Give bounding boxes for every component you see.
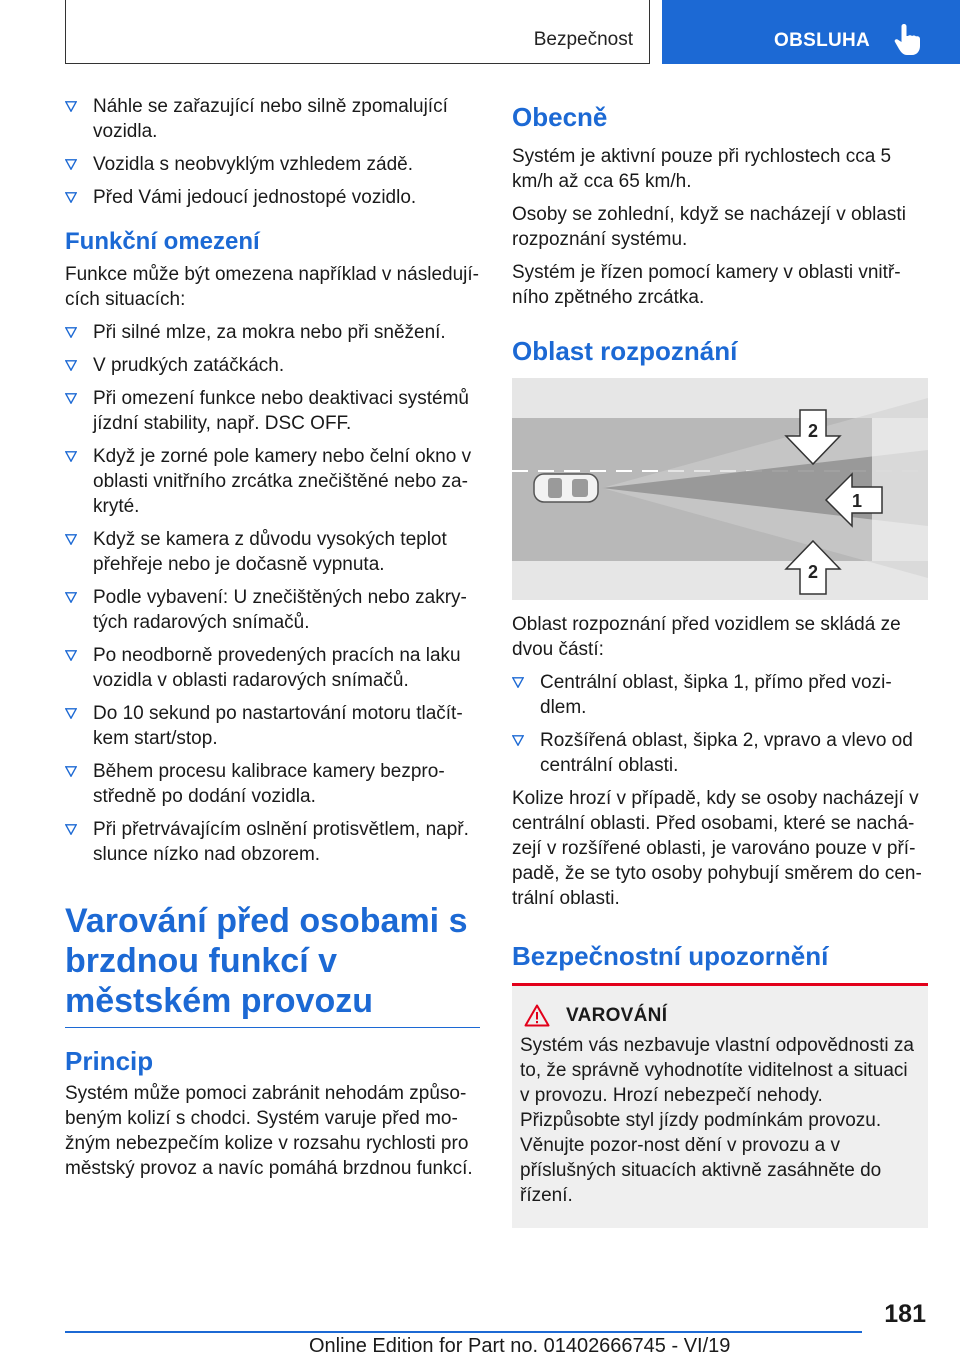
list-item: Při omezení funkce nebo deaktivaci systémů jízdní stability, např. DSC OFF. xyxy=(65,386,480,436)
top-bullet-list xyxy=(65,94,480,210)
area-intro: Oblast rozpoznání před vozidlem se skládá ze dvou částí: xyxy=(512,614,901,660)
bullet-triangle-icon xyxy=(65,592,77,603)
bullet-triangle-icon xyxy=(512,735,524,746)
list-item: Náhle se zařazující nebo silně zpomalující vozidla. xyxy=(65,94,480,144)
header-section-title: Bezpečnost xyxy=(533,29,633,50)
limits-heading: Funkční omezení xyxy=(65,228,260,255)
list-item: Vozidla s neobvyklým vzhledem zádě. xyxy=(65,152,480,177)
list-item: Během procesu kalibrace kamery bezpro-středně po dodání vozidla. xyxy=(65,759,480,809)
bullet-triangle-icon xyxy=(65,451,77,462)
warning-box xyxy=(512,983,928,1228)
bullet-triangle-icon xyxy=(65,534,77,545)
warning-title: VAROVÁNÍ xyxy=(566,1004,668,1026)
arrow-label-2-bottom: 2 xyxy=(807,562,819,582)
principle-heading: Princip xyxy=(65,1046,154,1076)
warning-text: Systém vás nezbavuje vlastní odpovědnosti za to, že správně vyhodnotíte viditelnost a situaci v provozu. Hrozí nebezpečí nehody. Přizpůsobte styl jízdy podmínkám provozu. Věnujte pozor-nost dění v provozu a v příslušných situacích aktivně zasáhněte do řízení. xyxy=(520,1035,914,1206)
car-icon xyxy=(534,474,598,502)
header-tab-label: OBSLUHA xyxy=(774,30,871,51)
list-item: Centrální oblast, šipka 1, přímo před vozi-dlem. xyxy=(512,670,928,720)
list-item: V prudkých zatáčkách. xyxy=(65,353,480,378)
left-column xyxy=(65,94,480,1189)
arrow-label-1: 1 xyxy=(851,491,863,511)
bullet-triangle-icon xyxy=(65,650,77,661)
area-heading: Oblast rozpoznání xyxy=(512,336,738,366)
header-section-box xyxy=(65,0,650,64)
area-text: Kolize hrozí v případě, kdy se osoby nacházejí v centrální oblasti. Před osobami, které se nachá-zejí v rozšířené oblasti, je varováno pouze v pří-padě, že se tyto osoby pohybují směrem do cen-trální oblasti. xyxy=(512,788,922,909)
page-number: 181 xyxy=(884,1300,926,1328)
bullet-triangle-icon xyxy=(65,393,77,404)
warning-title-row xyxy=(520,1004,920,1027)
general-paragraph-2: Osoby se zohlední, když se nacházejí v oblasti rozpoznání systému. xyxy=(512,204,906,250)
bullet-triangle-icon xyxy=(65,327,77,338)
list-item: Při přetrvávajícím oslnění protisvětlem, např. slunce nízko nad obzorem. xyxy=(65,817,480,867)
bullet-triangle-icon xyxy=(512,677,524,688)
bullet-triangle-icon xyxy=(65,360,77,371)
list-item: Při silné mlze, za mokra nebo při sněžení. xyxy=(65,320,480,345)
list-item: Rozšířená oblast, šipka 2, vpravo a vlevo od centrální oblasti. xyxy=(512,728,928,778)
warning-triangle-icon xyxy=(524,1004,550,1027)
bullet-triangle-icon xyxy=(65,824,77,835)
limits-intro: Funkce může být omezena například v následují-cích situacích: xyxy=(65,264,479,310)
principle-text: Systém může pomoci zabránit nehodám způso-beným kolizí s chodci. Systém varuje před mo-žným nebezpečím kolize v rozsahu rychlosti pro městský provoz a navíc pomáhá brzdnou funkcí. xyxy=(65,1083,473,1179)
list-item: Před Vámi jedoucí jednostopé vozidlo. xyxy=(65,185,480,210)
right-column xyxy=(512,94,928,1228)
general-paragraph-3: Systém je řízen pomocí kamery v oblasti vnitř-ního zpětného zrcátka. xyxy=(512,262,901,308)
list-item: Po neodborně provedených pracích na laku vozidla v oblasti radarových snímačů. xyxy=(65,643,480,693)
bullet-triangle-icon xyxy=(65,708,77,719)
footer-divider xyxy=(65,1331,862,1333)
general-paragraph-1: Systém je aktivní pouze při rychlostech cca 5 km/h až cca 65 km/h. xyxy=(512,146,892,192)
list-item: Podle vybavení: U znečištěných nebo zakry-tých radarových snímačů. xyxy=(65,585,480,635)
main-heading: Varování před osobami s brzdnou funkcí v městském provozu xyxy=(65,901,480,1028)
limits-bullet-list xyxy=(65,320,480,867)
bullet-triangle-icon xyxy=(65,766,77,777)
hand-pointer-icon xyxy=(893,22,923,56)
header-tab[interactable] xyxy=(662,0,960,64)
bullet-triangle-icon xyxy=(65,192,77,203)
arrow-label-2-top: 2 xyxy=(807,421,819,441)
bullet-triangle-icon xyxy=(65,101,77,112)
bullet-triangle-icon xyxy=(65,159,77,170)
detection-area-figure xyxy=(512,378,928,600)
footer-edition: Online Edition for Part no. 01402666745 - VI/19 xyxy=(309,1335,731,1357)
safety-heading: Bezpečnostní upozornění xyxy=(512,941,829,971)
list-item: Do 10 sekund po nastartování motoru tlačít-kem start/stop. xyxy=(65,701,480,751)
list-item: Když se kamera z důvodu vysokých teplot přehřeje nebo je dočasně vypnuta. xyxy=(65,527,480,577)
general-heading: Obecně xyxy=(512,102,608,132)
area-bullet-list xyxy=(512,670,928,778)
list-item: Když je zorné pole kamery nebo čelní okno v oblasti vnitřního zrcátka znečištěné nebo za-kryté. xyxy=(65,444,480,519)
